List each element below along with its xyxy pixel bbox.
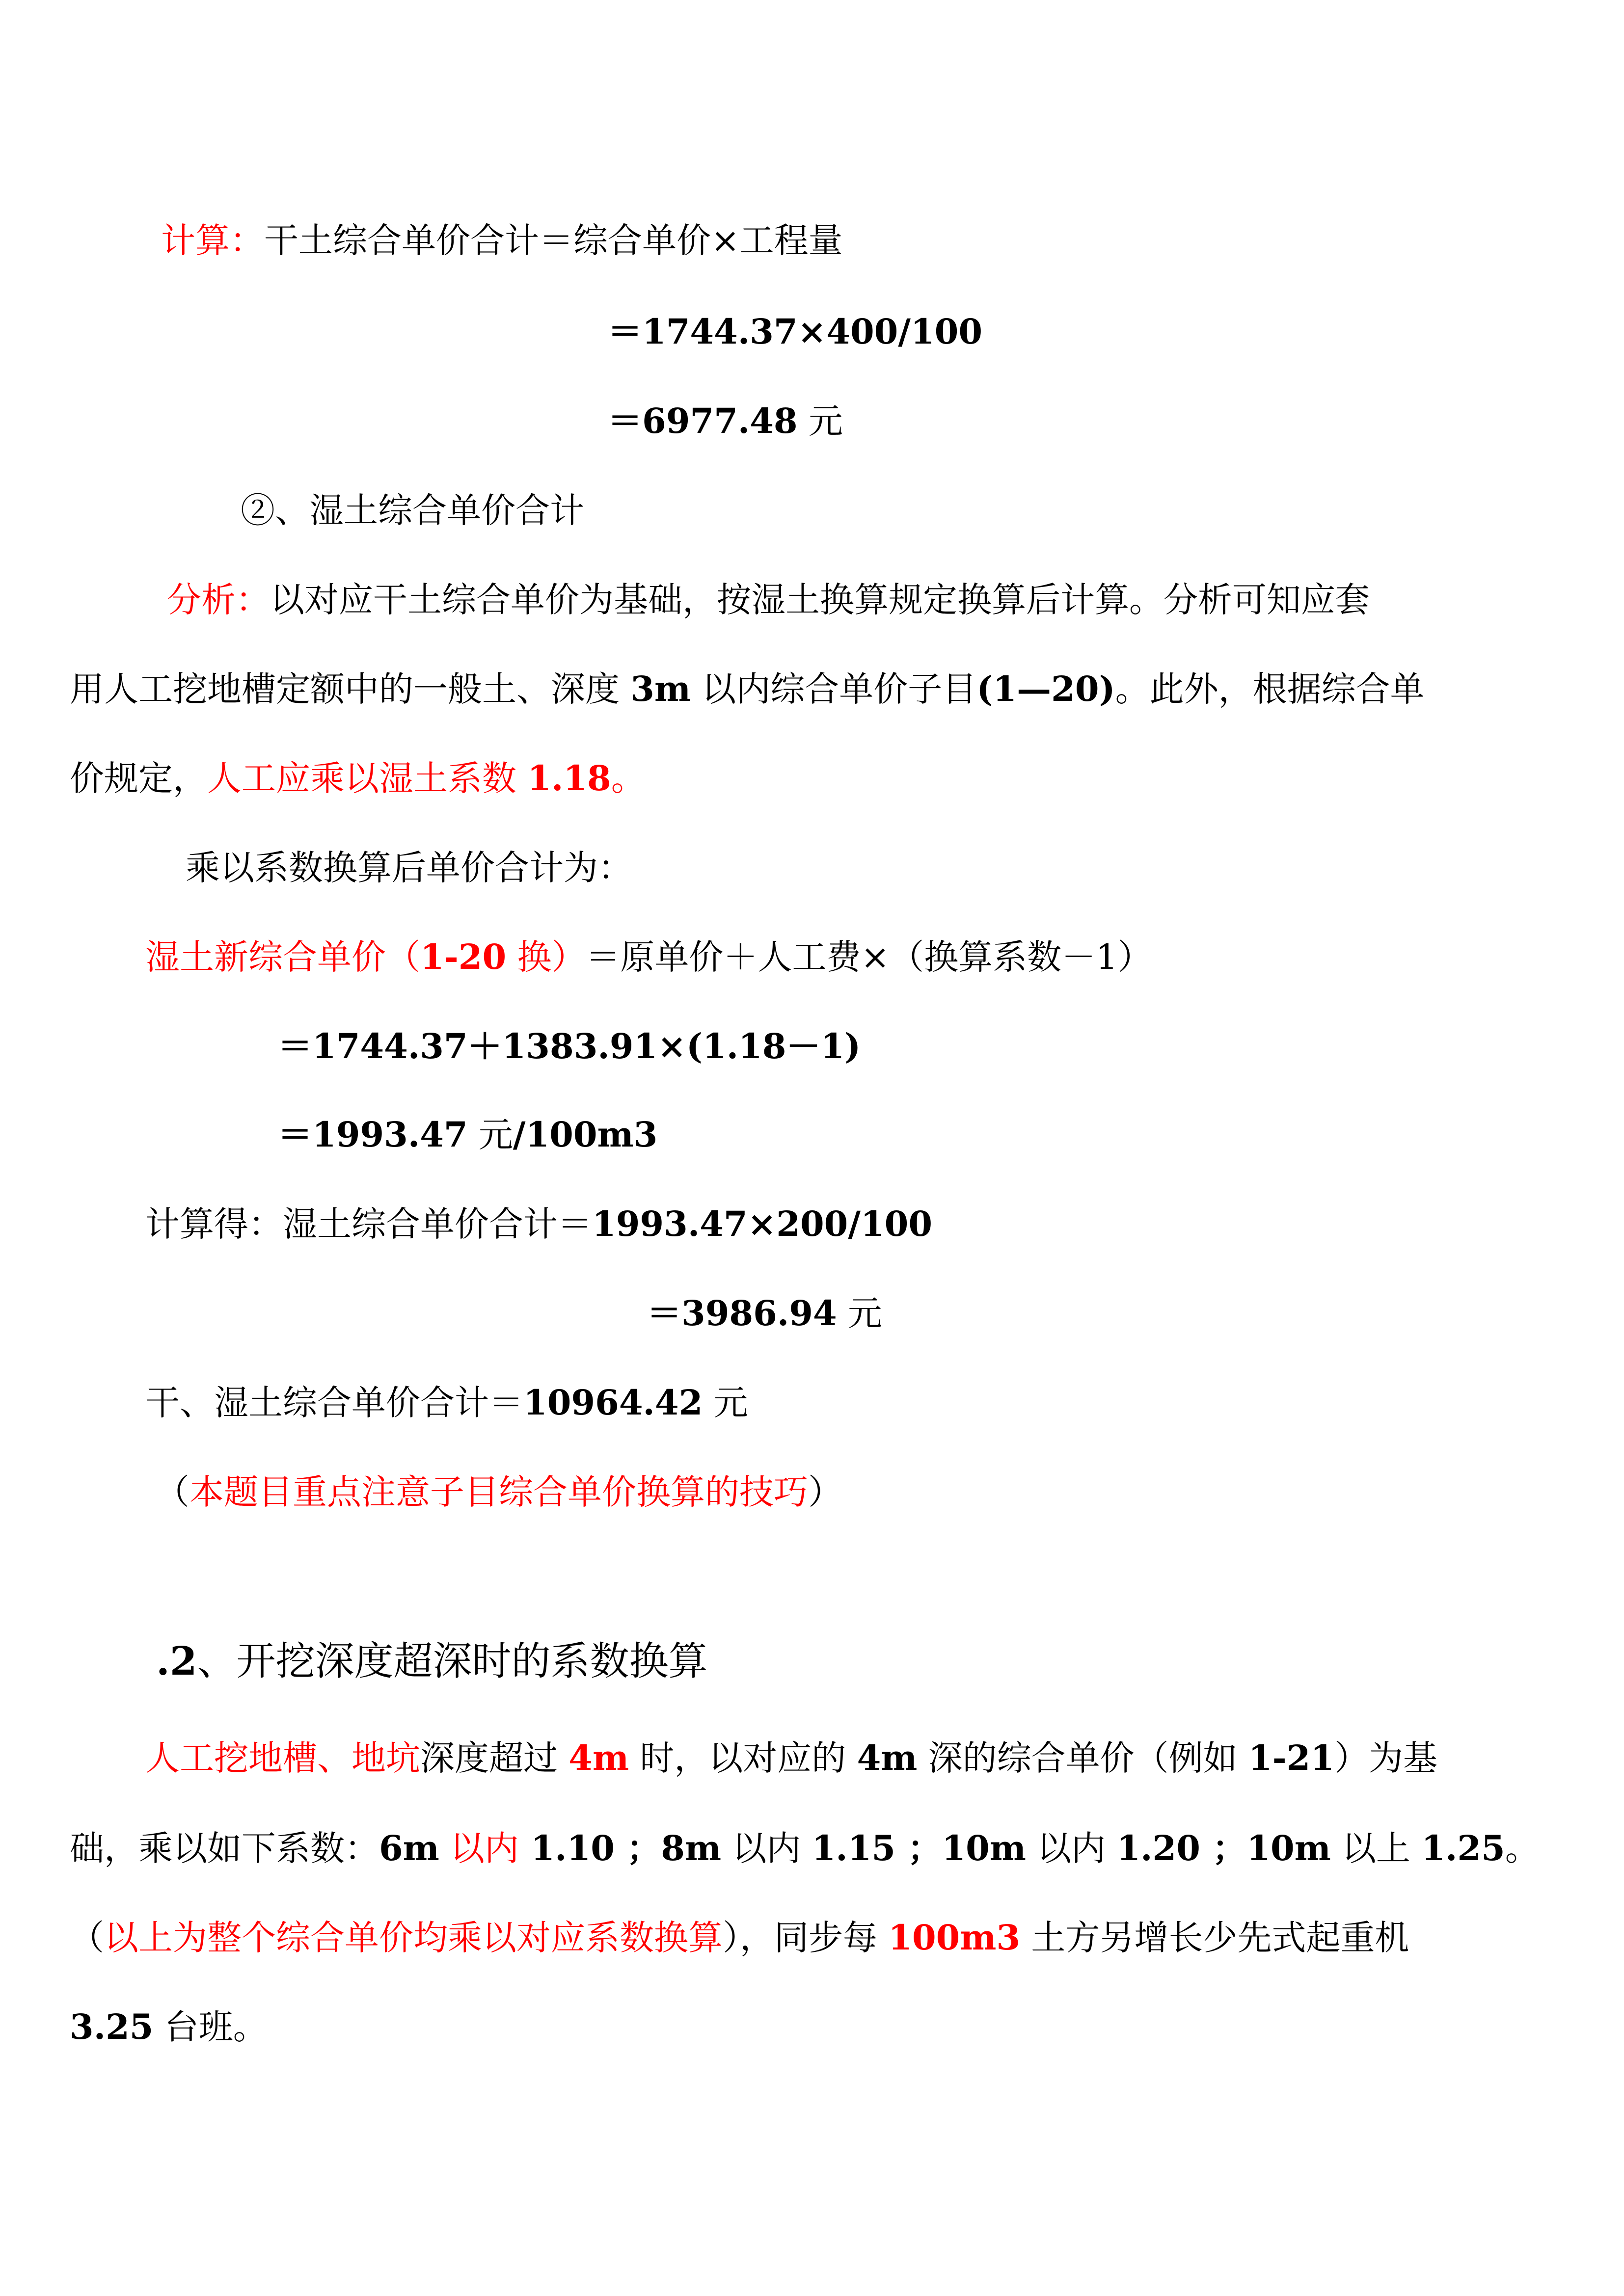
dry-expression-text: ＝1744.37×400/100 — [608, 311, 983, 352]
analysis-line-1 — [167, 575, 1370, 624]
dry-result-value: ＝6977.48 — [608, 400, 798, 441]
item-code: (1—20) — [976, 668, 1115, 709]
dry-result-unit: 元 — [797, 401, 843, 441]
coefficient-intro-text: 乘以系数换算后单价合计为： — [186, 848, 632, 888]
deep-rule-text-a: 深度超过 — [420, 1738, 569, 1778]
wet-coefficient-value: 1.18 — [527, 758, 611, 799]
wet-total-expression: 1993.47×200/100 — [592, 1203, 933, 1244]
deep-rule-note: 以上为整个综合单价均乘以对应系数换算 — [104, 1918, 723, 1958]
coef-10m-value: 1.20 ；10m — [1116, 1828, 1331, 1869]
section-number: .2 — [156, 1638, 197, 1684]
dry-total-result — [608, 397, 843, 446]
calc-dry-total-line — [161, 216, 843, 265]
analysis-text-2e: 。此外，根据综合单 — [1115, 669, 1425, 709]
deep-rule-text-b: 时，以对应的 — [629, 1738, 857, 1778]
crane-shifts-value: 3.25 — [70, 2006, 154, 2047]
deep-rule-open: （ — [70, 1918, 104, 1958]
deep-rule-depth: 4m — [857, 1737, 918, 1778]
deep-rule-line-4 — [70, 2002, 268, 2052]
coefficients-period: 。 — [1505, 1828, 1540, 1869]
key-note-open: （ — [155, 1472, 189, 1512]
deep-rule-threshold: 4m — [568, 1737, 629, 1778]
analysis-text-3a: 价规定， — [70, 758, 207, 799]
combined-total-unit: 元 — [703, 1383, 748, 1423]
coef-10m-within: 以内 — [1026, 1828, 1117, 1869]
coef-8m-value: 1.15 ；10m — [812, 1828, 1026, 1869]
deep-rule-text-d: ）为基 — [1334, 1738, 1438, 1778]
coefficients-intro: 础，乘以如下系数： — [70, 1828, 379, 1869]
analysis-line-2 — [70, 665, 1425, 714]
wet-total-value: ＝3986.94 — [647, 1293, 837, 1334]
coef-over-10m: 以上 — [1330, 1828, 1422, 1869]
wet-coefficient-note: 人工应乘以湿土系数 — [207, 758, 528, 799]
calc-label: 计算： — [161, 220, 264, 261]
coef-8m-within: 以内 — [721, 1828, 812, 1869]
section-title: 、开挖深度超深时的系数换算 — [197, 1638, 708, 1684]
wet-new-price-unit-a: 元 — [467, 1115, 513, 1155]
wet-total-line — [145, 1200, 932, 1249]
analysis-text-2a: 用人工挖地槽定额中的一般土、深度 — [70, 669, 631, 709]
dry-total-expression — [608, 307, 982, 356]
wet-new-price-suffix: 换） — [506, 937, 586, 977]
section-heading — [156, 1636, 708, 1685]
wet-subheading — [241, 486, 584, 535]
deep-rule-line-2 — [70, 1824, 1540, 1873]
coefficient-intro — [186, 843, 632, 892]
dry-total-formula: 干土综合单价合计＝综合单价×工程量 — [264, 220, 843, 261]
depth-value: 3m — [630, 668, 691, 709]
combined-total-line — [145, 1378, 748, 1427]
deep-rule-text-c: 深的综合单价（例如 — [917, 1738, 1248, 1778]
wet-expression-text: ＝1744.37＋1383.91×(1.18－1) — [278, 1026, 861, 1067]
key-note-close: ） — [808, 1472, 842, 1512]
coef-6m-value: 1.10 ；8m — [519, 1828, 722, 1869]
deep-rule-line-3 — [70, 1913, 1409, 1962]
deep-rule-example-code: 1-21 — [1248, 1737, 1335, 1778]
crane-shifts-unit: 台班。 — [153, 2007, 268, 2047]
key-note-text: 本题目重点注意子目综合单价换算的技巧 — [189, 1472, 808, 1512]
combined-total-value: 10964.42 — [523, 1382, 703, 1423]
coef-6m-within: 以内 — [439, 1828, 519, 1869]
analysis-line-3 — [70, 754, 646, 803]
deep-rule-line-1 — [145, 1734, 1437, 1783]
wet-subheading-text: ②、湿土综合单价合计 — [241, 490, 584, 531]
analysis-text-2c: 以内综合单价子目 — [691, 669, 977, 709]
wet-new-price-expression — [278, 1022, 861, 1071]
analysis-text-1: 以对应干土综合单价为基础，按湿土换算规定换算后计算。分析可知应套 — [270, 580, 1370, 620]
earthwork-volume: 100m3 — [888, 1917, 1021, 1958]
analysis-label: 分析： — [167, 580, 270, 620]
wet-total-result — [647, 1289, 882, 1338]
wet-new-price-result — [278, 1110, 657, 1159]
wet-coefficient-period: 。 — [611, 758, 646, 799]
key-note-line — [155, 1468, 842, 1517]
deep-rule-subject: 人工挖地槽、地坑 — [145, 1738, 420, 1778]
wet-total-unit: 元 — [837, 1293, 882, 1334]
crane-text: 土方另增长少先式起重机 — [1020, 1918, 1409, 1958]
wet-new-price-formula — [145, 933, 1152, 982]
wet-new-price-unit-b: /100m3 — [513, 1114, 658, 1155]
coef-over-10m-value: 1.25 — [1421, 1828, 1505, 1869]
wet-new-price-rule: ＝原单价＋人工费×（换算系数－1） — [586, 937, 1152, 977]
coef-6m-depth: 6m — [379, 1828, 439, 1869]
combined-total-label: 干、湿土综合单价合计＝ — [145, 1383, 523, 1423]
deep-rule-text-e: ），同步每 — [723, 1918, 889, 1958]
wet-new-price-label: 湿土新综合单价（ — [145, 937, 420, 977]
wet-total-label: 计算得：湿土综合单价合计＝ — [145, 1204, 592, 1244]
wet-new-price-value: ＝1993.47 — [278, 1114, 468, 1155]
wet-new-price-code: 1-20 — [420, 936, 507, 977]
